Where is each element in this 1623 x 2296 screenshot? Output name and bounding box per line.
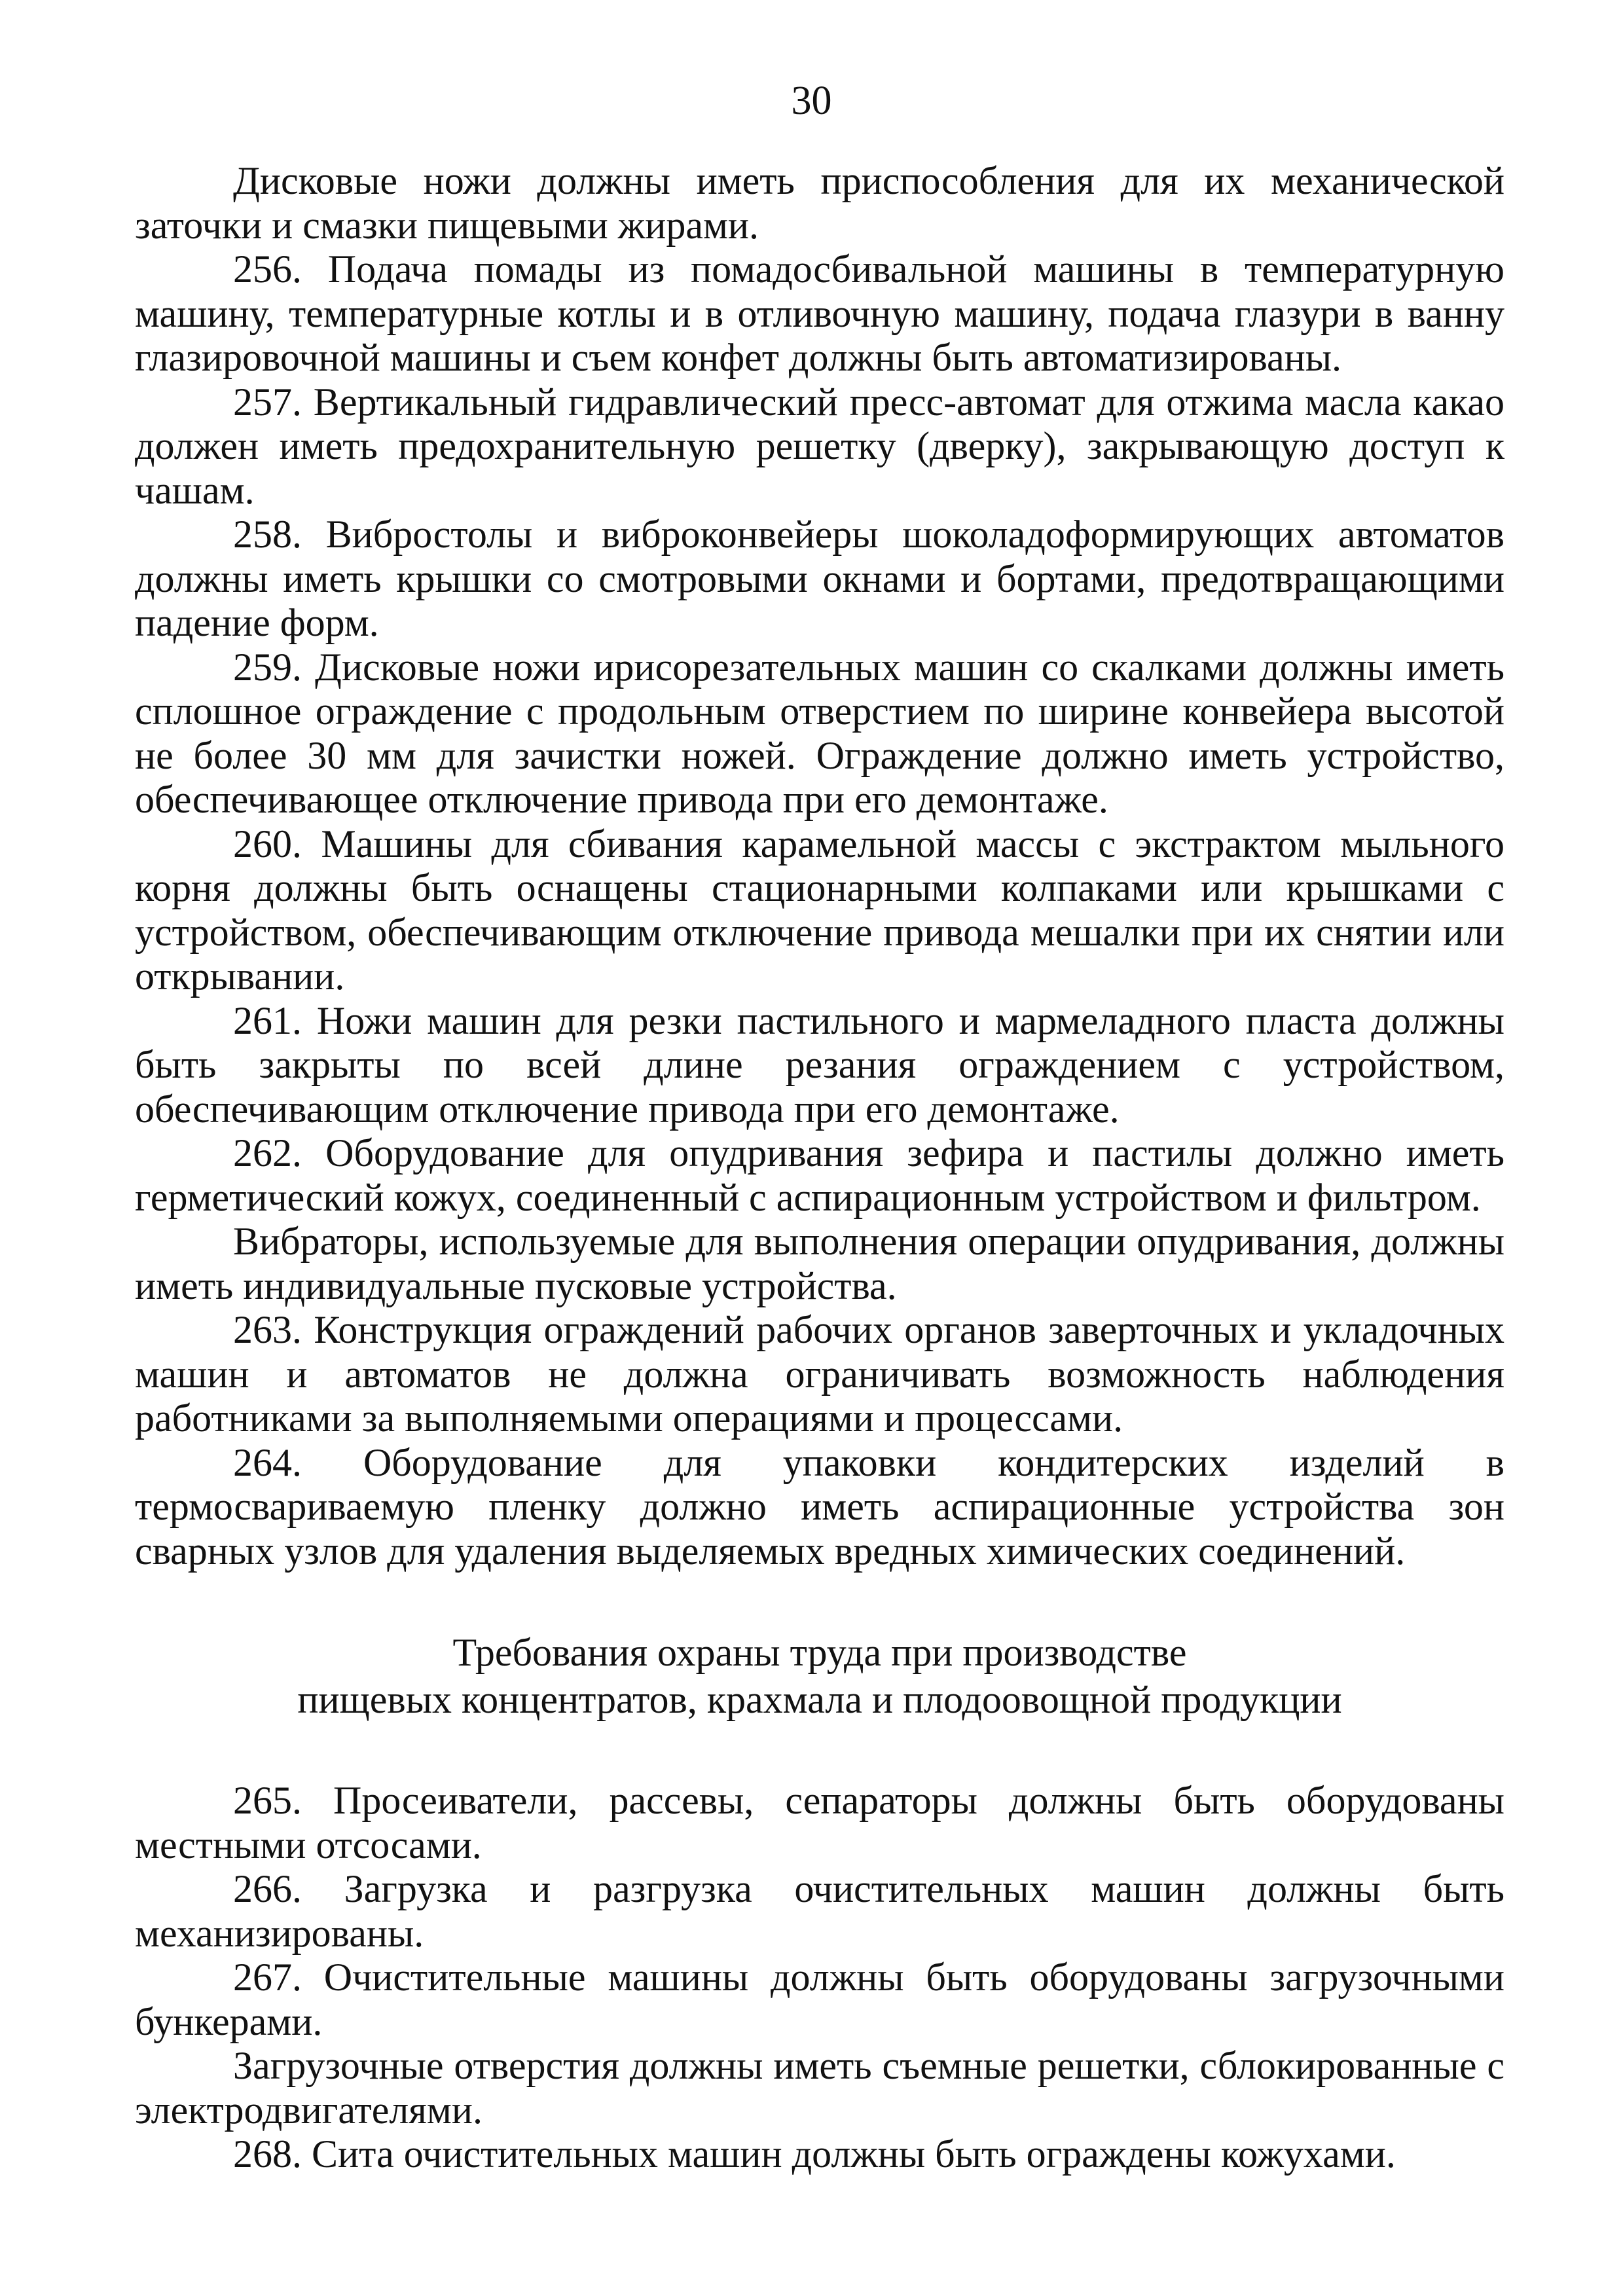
paragraph-261: 261. Ножи машин для резки пастильного и мармеладного пласта должны быть закрыты по всей длине резания ограждением с устройством, обеспечивающим отключение привода при его демонтаже. [135,998,1504,1131]
paragraph-262: 262. Оборудование для опудривания зефира и пастилы должно иметь герметический кожух, соединенный с аспирационным устройством и фильтром. [135,1131,1504,1219]
paragraph-264: 264. Оборудование для упаковки кондитерских изделий в термосвариваемую пленку должно иметь аспирационные устройства зон сварных узлов для удаления выделяемых вредных химических соединений. [135,1440,1504,1573]
paragraph-266: 266. Загрузка и разгрузка очистительных машин должны быть механизированы. [135,1867,1504,1955]
section-heading-line-1: Требования охраны труда при производстве [452,1631,1187,1674]
paragraph-267: 267. Очистительные машины должны быть оборудованы загрузочными бункерами. [135,1956,1504,2043]
paragraph-257: 257. Вертикальный гидравлический пресс-автомат для отжима масла какао должен иметь предохранительную решетку (дверку), закрывающую доступ к чашам. [135,380,1504,512]
paragraph-loading-openings: Загрузочные отверстия должны иметь съемные решетки, сблокированные с электродвигателями. [135,2044,1504,2132]
paragraph-258: 258. Вибростолы и виброконвейеры шоколадоформирующих автоматов должны иметь крышки со смотровыми окнами и бортами, предотвращающими падение форм. [135,513,1504,644]
paragraph-256: 256. Подача помады из помадосбивальной машины в температурную машину, температурные котлы и в отливочную машину, подача глазури в ванну глазировочной машины и съем конфет должны быть автоматизированы. [135,247,1504,379]
section-heading [135,1629,1504,1723]
section-heading-line-2: пищевых концентратов, крахмала и плодоовощной продукции [297,1678,1342,1721]
document-body [135,159,1504,2177]
page-number: 30 [791,79,832,123]
paragraph-268: 268. Сита очистительных машин должны быть ограждены кожухами. [233,2132,1396,2176]
paragraph-260: 260. Машины для сбивания карамельной массы с экстрактом мыльного корня должны быть оснащены стационарными колпаками или крышками с устройством, обеспечивающим отключение привода мешалки при их снятии или открывании. [135,822,1504,998]
paragraph-265: 265. Просеиватели, рассевы, сепараторы должны быть оборудованы местными отсосами. [135,1779,1504,1867]
paragraph-vibrators: Вибраторы, используемые для выполнения операции опудривания, должны иметь индивидуальные пусковые устройства. [135,1220,1504,1307]
paragraph-disc-knives: Дисковые ножи должны иметь приспособления для их механической заточки и смазки пищевыми жирами. [135,159,1504,247]
paragraph-263: 263. Конструкция ограждений рабочих органов заверточных и укладочных машин и автоматов не должна ограничивать возможность наблюдения работниками за выполняемыми операциями и процессами. [135,1308,1504,1440]
paragraph-259: 259. Дисковые ножи ирисорезательных машин со скалками должны иметь сплошное ограждение с продольным отверстием по ширине конвейера высотой не более 30 мм для зачистки ножей. Ограждение должно иметь устройство, обеспечивающее отключение привода при его демонтаже. [135,645,1504,821]
